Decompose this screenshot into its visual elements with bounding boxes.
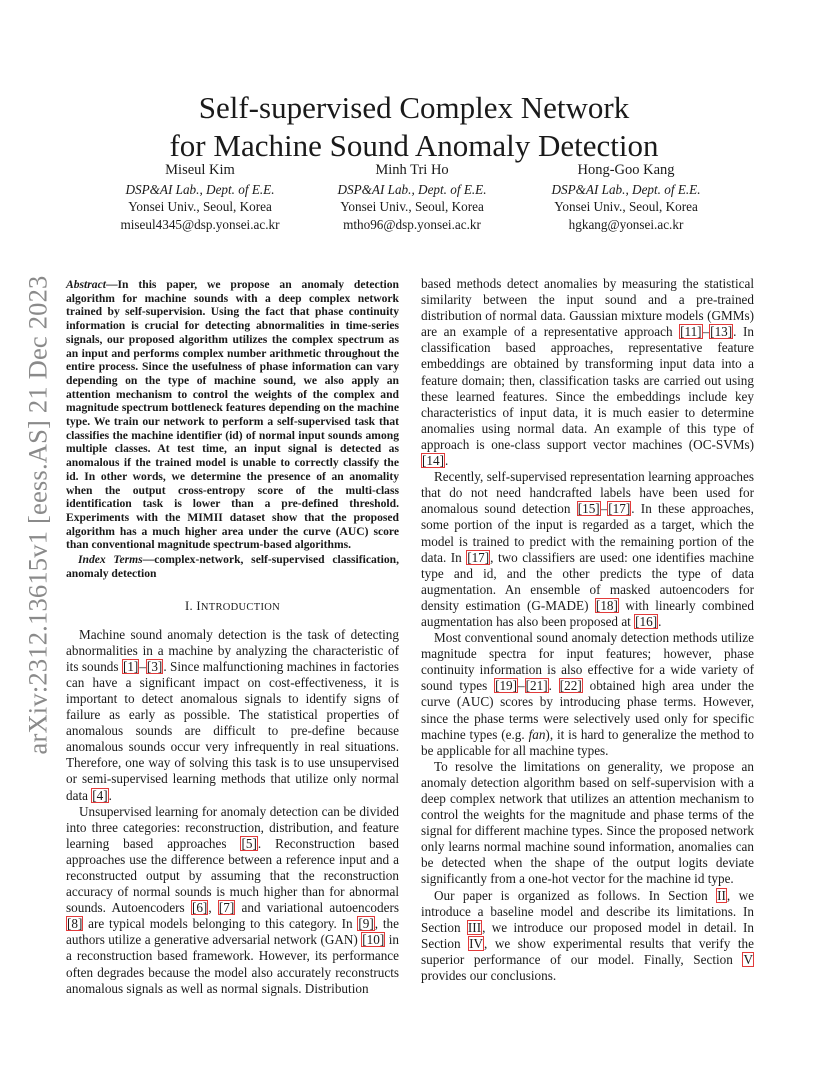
paragraph-intro-6 [421, 759, 754, 888]
author-email: miseul4345@dsp.yonsei.ac.kr [120, 216, 280, 232]
text-span: , we introduce a baseline model and describe its limitations. In Section [421, 887, 754, 935]
author-block-1 [100, 162, 300, 233]
citation-link[interactable]: [6] [191, 900, 208, 916]
section-title-rest: NTRODUCTION [200, 602, 281, 614]
text-span: ), it is hard to generalize the method to be applicable for all machine types. [421, 726, 754, 758]
author-block-3 [526, 162, 726, 233]
text-span: . Reconstruction based approaches use the difference between a reference input and a reconstructed output by assuming that the reconstruction accuracy of normal sounds is much higher than for abnormal sounds. Autoencoders [66, 835, 399, 916]
section-number: I. [184, 599, 193, 614]
text-span: , we show experimental results that verify the superior performance of our model. Finally, Section [421, 935, 755, 967]
section-link-4[interactable]: IV [469, 935, 484, 951]
text-span: , we introduce our proposed model in detail. In Section [421, 919, 754, 951]
title-line-1: Self-supervised Complex Network [198, 89, 630, 125]
text-span: – [518, 678, 525, 694]
citation-link[interactable]: [17] [467, 549, 490, 565]
author-affiliation: DSP&AI Lab., Dept. of E.E. [337, 181, 487, 197]
text-span: Machine sound anomaly detection is the task of detecting abnormalities in a machine by analyzing the characteristic of its sounds [66, 626, 399, 674]
citation-link[interactable]: [17] [608, 501, 631, 517]
citation-link[interactable]: [1] [122, 658, 139, 674]
section-title-initial: I [196, 599, 201, 614]
text-span: – [139, 658, 146, 674]
section-heading-introduction [66, 598, 399, 616]
abstract [66, 278, 399, 552]
author-email: mtho96@dsp.yonsei.ac.kr [343, 216, 481, 232]
paper-title [0, 89, 828, 165]
text-span: . In these approaches, some portion of the input is regarded as a target, which the model is trained to predict with the remaining portion of the data. In [421, 501, 754, 565]
emphasis-fan: fan [528, 726, 546, 742]
author-university: Yonsei Univ., Seoul, Korea [554, 199, 698, 214]
abstract-text: —In this paper, we propose an anomaly detection algorithm for machine sounds with a deep complex network trained by self-supervision. Using the fact that phase continuity information is crucial for detecting abnormalities in time-series signals, our proposed algorithm utilizes the complex spectrum as an input and performs complex number arithmetic throughout the entire process. Since the usefulness of phase information can vary depending on the type of machine sound, we also apply an attention mechanism to control the weights of the complex and magnitude spectrum bottleneck features depending on the machine type. We train our network to perform a self-supervised task that classifies the machine identifier (id) of normal input sounds among multiple classes. At test time, an input signal is detected as anomalous if the trained model is unable to correctly classify the id. In other words, we determine the presence of an anomality when the output cross-entropy score of the multi-class identification task is lower than a pre-defined threshold. Experiments with the MIMII dataset show that the proposed algorithm has a much higher area under the curve (AUC) score than conventional magnitude spectrum-based algorithms. [66, 278, 399, 552]
abstract-label: Abstract [66, 278, 106, 291]
citation-link[interactable]: [22] [559, 678, 582, 694]
citation-link[interactable]: [13] [710, 324, 733, 340]
text-span: – [702, 324, 710, 340]
author-block-2 [312, 162, 512, 233]
citation-link[interactable]: [7] [218, 900, 235, 916]
paragraph-intro-7 [421, 888, 754, 985]
text-span: Recently, self-supervised representation learning approaches that do not need handcrafted labels have been used for anomalous sound detection [421, 469, 754, 517]
author-name: Minh Tri Ho [375, 162, 449, 178]
text-span: Our paper is organized as follows. In Section [434, 887, 717, 903]
section-link-3[interactable]: III [467, 919, 482, 935]
citation-link[interactable]: [8] [67, 916, 83, 932]
text-span: , the authors utilize a generative adversarial network (GAN) [66, 916, 399, 948]
citation-link[interactable]: [5] [241, 835, 257, 851]
arxiv-stamp-text: arXiv:2312.13615v1 [eess.AS] 21 Dec 2023 [22, 275, 53, 755]
citation-link[interactable]: [16] [635, 613, 658, 629]
author-affiliation: DSP&AI Lab., Dept. of E.E. [125, 181, 275, 197]
author-name: Miseul Kim [165, 162, 235, 178]
text-span: based methods detect anomalies by measuring the statistical similarity between the input sound and a pre-trained distribution of normal data. Gaussian mixture models (GMMs) are an example of a representative approach [421, 276, 754, 340]
index-terms-text: —complex-network, self-supervised classification, anomaly detection [66, 553, 399, 580]
author-university: Yonsei Univ., Seoul, Korea [340, 199, 484, 214]
text-span: provides our conclusions. [421, 968, 557, 984]
text-span: . [548, 678, 559, 694]
text-span: Most conventional sound anomaly detection methods utilize magnitude spectra for input features; however, phase continuity information is also effective for a wide variety of sound types [421, 630, 754, 694]
citation-link[interactable]: [10] [362, 932, 385, 948]
paragraph-intro-4 [421, 469, 754, 630]
text-span: . Since malfunctioning machines in factories can have a significant impact on cost-effectiveness, it is important to detect anomalous signals to identify signs of failure as early as possible. The statistical properties of anomalous sounds are difficult to pre-define because anomalous sounds occur very infrequently in real situations. Therefore, one way of solving this task is to use unsupervised or semi-supervised learning methods that utilize only normal data [66, 658, 400, 803]
text-span: . [108, 787, 112, 803]
title-line-2: for Machine Sound Anomaly Detection [169, 127, 659, 163]
text-span: . In classification based approaches, representative feature embeddings are obtained by transforming input data into a feature domain; then, classification tasks are carried out using these learned features. Since the embeddings include key characteristics of input data, it is much easier to determine anomalies using normal data. An example of this type of approach is one-class support vector machines (OC-SVMs) [421, 324, 754, 452]
author-name: Hong-Goo Kang [577, 162, 675, 178]
text-span: are typical models belonging to this category. In [83, 916, 358, 932]
citation-link[interactable]: [21] [525, 678, 548, 694]
paragraph-intro-5 [421, 630, 754, 759]
paragraph-intro-3 [421, 276, 754, 469]
citation-link[interactable]: [14] [422, 453, 444, 469]
text-span: Unsupervised learning for anomaly detection can be divided into three categories: reconstruction, distribution, and feature learning based approaches [66, 803, 399, 851]
section-link-2[interactable]: II [717, 887, 726, 903]
citation-link[interactable]: [4] [92, 787, 108, 803]
author-university: Yonsei Univ., Seoul, Korea [128, 199, 272, 214]
paragraph-intro-2 [66, 804, 399, 997]
text-span: To resolve the limitations on generality, we propose an anomaly detection algorithm based on self-supervision with a deep complex network that utilizes an attention mechanism to control the weights for the magnitude and phase terms of the signal for different machine types. Since the proposed network only learns normal machine sound information, anomalies can be detected when the shape of the output logits deviate significantly from a one-hot vector for the machine id type. [421, 758, 754, 887]
index-terms-label: Index Terms [78, 553, 143, 567]
text-span: obtained high area under the curve (AUC) scores by introducing phase terms. However, since the phase terms were selectively used only for specific machine types (e.g. [421, 678, 754, 742]
author-affiliation: DSP&AI Lab., Dept. of E.E. [551, 181, 701, 197]
section-link-5[interactable]: V [743, 951, 753, 967]
citation-link[interactable]: [15] [577, 501, 600, 517]
text-span: and variational autoencoders [235, 900, 399, 916]
text-span: , [208, 900, 218, 916]
author-email: hgkang@yonsei.ac.kr [568, 216, 684, 232]
text-span: . [444, 453, 449, 469]
paragraph-intro-1 [66, 627, 399, 804]
left-column [66, 276, 399, 997]
text-span: in a reconstruction based framework. However, its performance often degrades because the model also accurately reconstructs anomalous signals as well as normal signals. Distribution [66, 932, 399, 996]
text-span: with linearly combined augmentation has also been proposed at [421, 597, 754, 629]
citation-link[interactable]: [3] [146, 658, 163, 674]
text-span: – [600, 501, 608, 517]
text-span: . [658, 613, 662, 629]
text-span: , two classifiers are used: one identifies machine type and id, and the other predicts the type of data augmentation. An ensemble of masked autoencoders for density estimation (G-MADE) [421, 549, 754, 613]
citation-link[interactable]: [9] [358, 916, 374, 932]
citation-link[interactable]: [18] [595, 597, 618, 613]
arxiv-stamp [18, 275, 58, 755]
citation-link[interactable]: [19] [495, 678, 518, 694]
index-terms [66, 553, 399, 580]
citation-link[interactable]: [11] [680, 324, 702, 340]
right-column [421, 276, 754, 984]
